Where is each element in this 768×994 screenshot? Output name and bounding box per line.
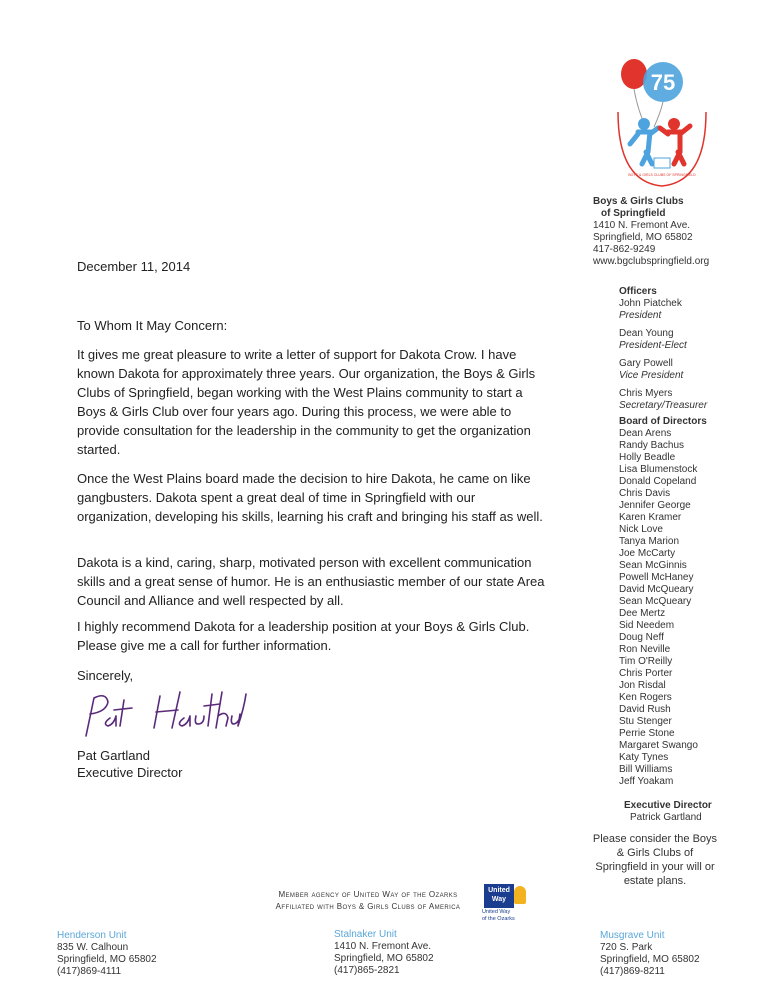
board-member: Karen Kramer — [619, 512, 682, 523]
red-balloon-icon — [621, 59, 647, 89]
uw-logo-text2: Way — [491, 896, 507, 903]
unit-name: Musgrave Unit — [600, 930, 665, 941]
board-member: Tanya Marion — [619, 536, 680, 547]
letter-salutation: To Whom It May Concern: — [77, 318, 228, 333]
letter-closing: Sincerely, — [77, 668, 134, 683]
logo-75-text: 75 — [650, 70, 676, 95]
board-member: Jon Risdal — [619, 680, 666, 691]
board-member: Tim O'Reilly — [619, 656, 673, 667]
board-member: Dee Mertz — [619, 608, 666, 619]
member-line2: Affiliated with Boys & Girls Clubs of America — [275, 902, 461, 911]
board-member: Ron Neville — [619, 644, 671, 655]
unit-address-block — [600, 930, 700, 978]
unit-phone: (417)865-2821 — [334, 965, 400, 976]
uw-hand-icon — [514, 886, 526, 904]
unit-address: 1410 N. Fremont Ave. — [334, 941, 432, 952]
letter-paragraph: It gives me great pleasure to write a letter of support for Dakota Crow. I have known Dakota for approximately three years. Our organization, the Boys & Girls Clubs of Springfield, began working with the West Plains community to start a Boys & Girls Club over four years ago. During this process, we were able to provide consultation for the leadership in the community to get the organization started. — [77, 347, 536, 457]
letter-date: December 11, 2014 — [77, 259, 191, 274]
board-members-list — [619, 428, 707, 788]
letter-paragraph: Once the West Plains board made the decision to hire Dakota, he came on like gangbusters. Dakota spent a great deal of time in Springfield with our organization, developing his skills, learning his craft and bringing his staff as well. — [77, 471, 543, 524]
unit-address: 835 W. Calhoun — [57, 942, 129, 953]
handwritten-signature — [80, 688, 250, 740]
org-name-line2: of Springfield — [601, 208, 666, 219]
member-line1: Member agency of United Way of the Ozarks — [278, 890, 458, 899]
board-member: Sean McGinnis — [619, 560, 687, 571]
board-member: Jeff Yoakam — [619, 776, 674, 787]
unit-city: Springfield, MO 65802 — [600, 954, 700, 965]
officer-title: Secretary/Treasurer — [619, 400, 708, 411]
board-member: Doug Neff — [619, 632, 664, 643]
exec-director-heading: Executive Director — [624, 800, 712, 811]
org-website: www.bgclubspringfield.org — [593, 256, 710, 267]
officer-name: Dean Young — [619, 328, 674, 339]
board-member: Chris Davis — [619, 488, 671, 499]
board-member: Ken Rogers — [619, 692, 672, 703]
org-address: 1410 N. Fremont Ave. — [593, 220, 691, 231]
board-member: Bill Williams — [619, 764, 673, 775]
board-member: Katy Tynes — [619, 752, 669, 763]
unit-address-block — [57, 930, 157, 978]
unit-address-block — [334, 929, 434, 977]
bgca-emblem-icon — [654, 158, 670, 168]
uw-caption2: of the Ozarks — [482, 916, 515, 922]
exec-director-name: Patrick Gartland — [630, 812, 702, 823]
united-way-logo — [482, 884, 528, 924]
board-member: Nick Love — [619, 524, 663, 535]
board-member: Holly Beadle — [619, 452, 676, 463]
letter-paragraph: Dakota is a kind, caring, sharp, motivated person with excellent communication skills and a great sense of humor. He is an enthusiastic member of our state Area Council and Alliance and well respected by all. — [77, 555, 545, 608]
board-member: Dean Arens — [619, 428, 672, 439]
signer-title: Executive Director — [77, 765, 183, 780]
unit-name: Stalnaker Unit — [334, 929, 397, 940]
org-phone: 417-862-9249 — [593, 244, 656, 255]
org-name-line1: Boys & Girls Clubs — [593, 196, 684, 207]
board-member: Margaret Swango — [619, 740, 698, 751]
uw-caption1: United Way — [482, 909, 511, 915]
officers-heading: Officers — [619, 286, 657, 297]
board-member: David Rush — [619, 704, 671, 715]
board-member: Stu Stenger — [619, 716, 672, 727]
unit-phone: (417)869-8211 — [600, 966, 665, 977]
board-heading: Board of Directors — [619, 416, 707, 427]
board-member: Donald Copeland — [619, 476, 697, 487]
board-member: Sean McQueary — [619, 596, 692, 607]
logo-caption: BOYS & GIRLS CLUBS OF SPRINGFIELD — [628, 173, 696, 177]
org-city: Springfield, MO 65802 — [593, 232, 693, 243]
unit-name: Henderson Unit — [57, 930, 127, 941]
uw-logo-text1: United — [488, 887, 510, 894]
officer-name: Chris Myers — [619, 388, 673, 399]
officers-sidebar — [619, 286, 707, 788]
unit-city: Springfield, MO 65802 — [57, 954, 157, 965]
officer-title: President-Elect — [619, 340, 687, 351]
officer-title: Vice President — [619, 370, 684, 381]
organization-logo — [608, 52, 716, 192]
board-member: Powell McHaney — [619, 572, 694, 583]
unit-city: Springfield, MO 65802 — [334, 953, 434, 964]
executive-director-block — [590, 800, 740, 824]
board-member: Sid Needem — [619, 620, 675, 631]
unit-phone: (417)869-4111 — [57, 966, 122, 977]
board-member: David McQueary — [619, 584, 694, 595]
letter-paragraph: I highly recommend Dakota for a leadership position at your Boys & Girls Club. Please give me a call for further information. — [77, 619, 530, 653]
board-member: Lisa Blumenstock — [619, 464, 698, 475]
officer-title: President — [619, 310, 662, 321]
board-member: Randy Bachus — [619, 440, 685, 451]
officer-name: Gary Powell — [619, 358, 673, 369]
membership-statement — [258, 889, 478, 913]
officer-name: John Piatchek — [619, 298, 682, 309]
organization-address-block — [593, 196, 709, 268]
unit-address: 720 S. Park — [600, 942, 653, 953]
board-member: Chris Porter — [619, 668, 673, 679]
please-consider-note: Please consider the Boys & Girls Clubs of Springfield in your will or estate plans. — [592, 833, 718, 887]
signer-name: Pat Gartland — [77, 748, 150, 763]
signer-block — [77, 747, 182, 781]
board-member: Jennifer George — [619, 500, 691, 511]
board-member: Joe McCarty — [619, 548, 676, 559]
board-member: Perrie Stone — [619, 728, 675, 739]
